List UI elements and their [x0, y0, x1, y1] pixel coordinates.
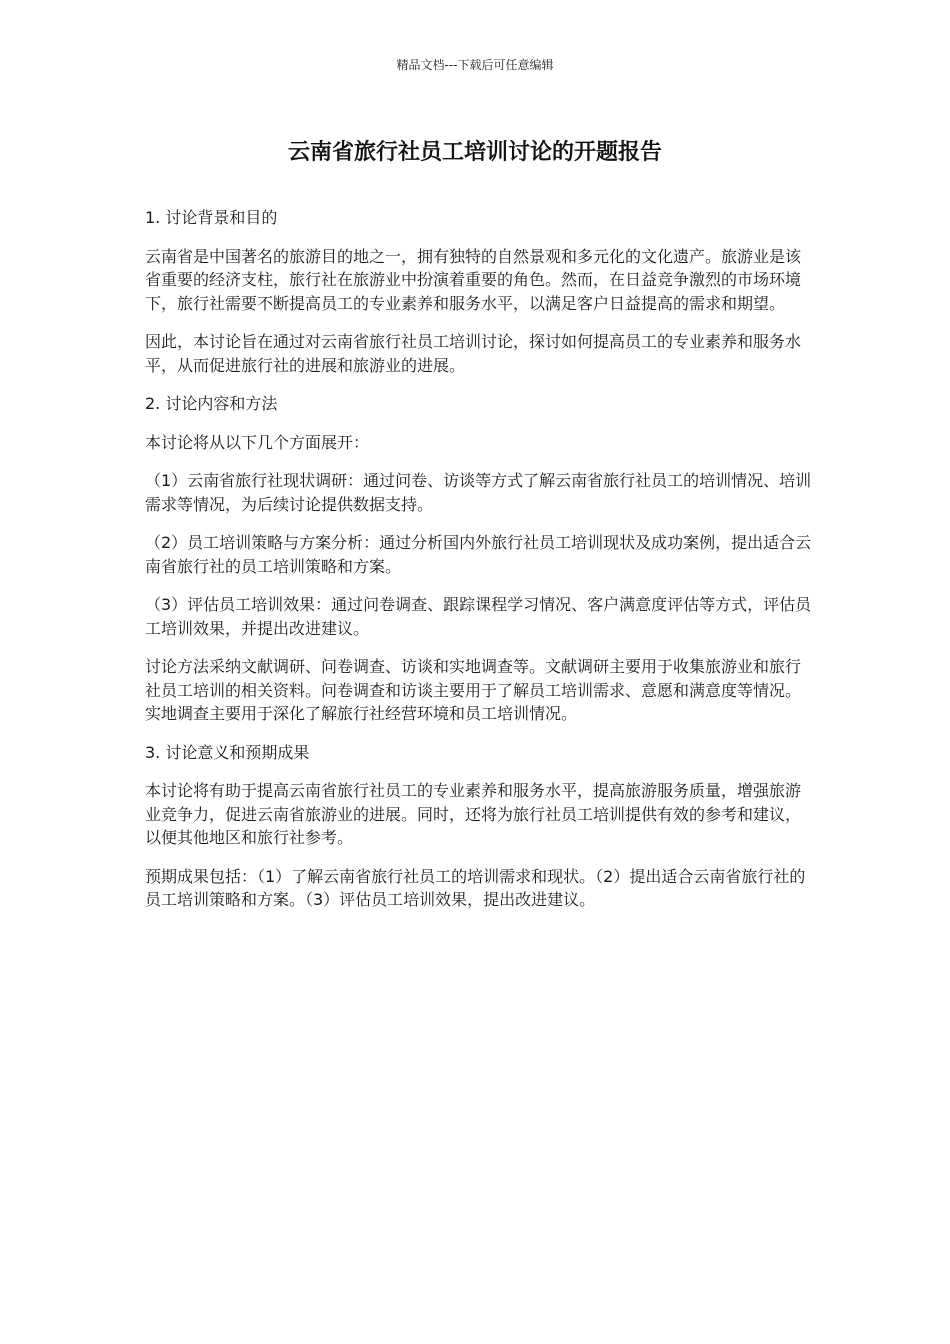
header-note: 精品文档---下载后可任意编辑: [396, 58, 554, 72]
section-2-intro: 本讨论将从以下几个方面展开：: [145, 432, 370, 452]
section-3-paragraph-2: 预期成果包括：（1）了解云南省旅行社员工的培训需求和现状。（2）提出适合云南省旅行社的员工培训策略和方案。（3）评估员工培训效果，提出改进建议。: [145, 866, 806, 909]
section-2-methods: 讨论方法采纳文献调研、问卷调查、访谈和实地调查等。文献调研主要用于收集旅游业和旅行社员工培训的相关资料。问卷调查和访谈主要用于了解员工培训需求、意愿和满意度等情况。实地调查主要用于深化了解旅行社经营环境和员工培训情况。: [145, 657, 802, 723]
section-1-heading: 1. 讨论背景和目的: [145, 208, 278, 227]
section-3-heading: 3. 讨论意义和预期成果: [145, 742, 310, 762]
section-1-paragraph-1: 云南省是中国著名的旅游目的地之一，拥有独特的自然景观和多元化的文化遗产。旅游业是该省重要的经济支柱，旅行社在旅游业中扮演着重要的角色。然而，在日益竞争激烈的市场环境下，旅行社需要不断提高员工的专业素养和服务水平，以满足客户日益提高的需求和期望。: [145, 246, 802, 313]
section-2-item-3: （3）评估员工培训效果：通过问卷调查、跟踪课程学习情况、客户满意度评估等方式，评估员工培训效果，并提出改进建议。: [145, 595, 812, 638]
section-2-item-2: （2）员工培训策略与方案分析：通过分析国内外旅行社员工培训现状及成功案例，提出适合云南省旅行社的员工培训策略和方案。: [145, 533, 812, 576]
section-3-paragraph-1: 本讨论将有助于提高云南省旅行社员工的专业素养和服务水平，提高旅游服务质量，增强旅游业竞争力，促进云南省旅游业的进展。同时，还将为旅行社员工培训提供有效的参考和建议，以便其他地区和旅行社参考。: [145, 781, 802, 847]
section-2-item-1: （1）云南省旅行社现状调研：通过问卷、访谈等方式了解云南省旅行社员工的培训情况、培训需求等情况，为后续讨论提供数据支持。: [145, 471, 812, 514]
section-2-heading: 2. 讨论内容和方法: [145, 394, 278, 413]
document-body: [145, 206, 815, 927]
document-title: 云南省旅行社员工培训讨论的开题报告: [287, 140, 662, 165]
section-1-paragraph-2: 因此，本讨论旨在通过对云南省旅行社员工培训讨论，探讨如何提高员工的专业素养和服务水平，从而促进旅行社的进展和旅游业的进展。: [145, 332, 802, 375]
